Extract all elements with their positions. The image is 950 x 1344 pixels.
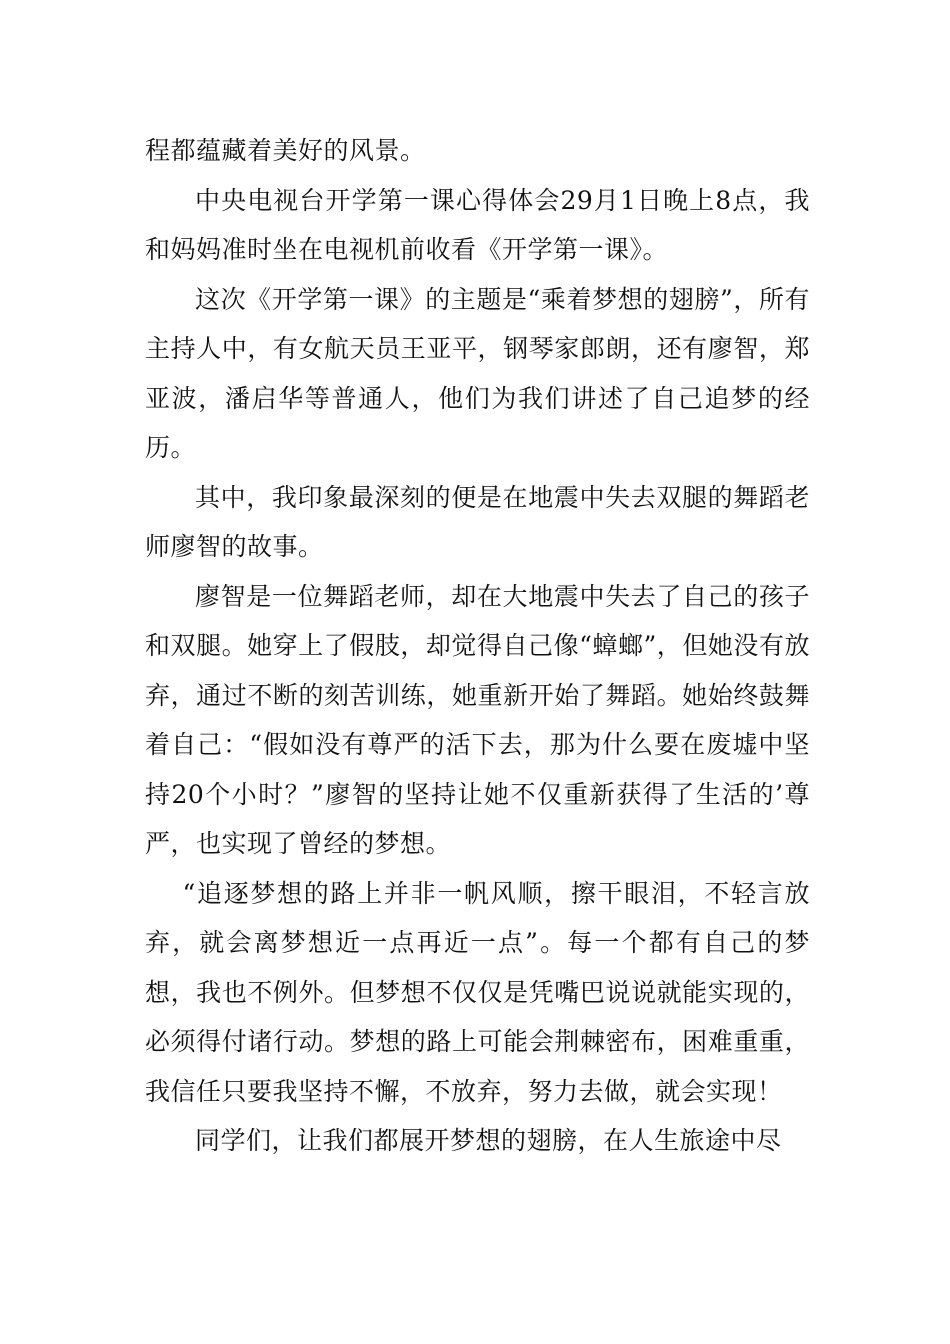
paragraph-theme: 这次《开学第一课》的主题是“乘着梦想的翅膀”，所有主持人中，有女航天员王亚平，钢琴家郎朗，还有廖智，郑亚波，潘启华等普通人，他们为我们讲述了自己追梦的经历。 — [145, 284, 810, 462]
paragraph-intro: 中央电视台开学第一课心得体会29月1日晚上8点，我和妈妈准时坐在电视机前收看《开学第一课》。 — [145, 185, 810, 264]
paragraph-impression: 其中，我印象最深刻的便是在地震中失去双腿的舞蹈老师廖智的故事。 — [145, 482, 810, 561]
document-body — [145, 126, 810, 1166]
paragraph-continued: 程都蕴藏着美好的风景。 — [145, 136, 426, 165]
paragraph-liaozhi-story: 廖智是一位舞蹈老师，却在大地震中失去了自己的孩子和双腿。她穿上了假肢，却觉得自己像“蟑螂”，但她没有放弃，通过不断的刻苦训练，她重新开始了舞蹈。她始终鼓舞着自己：“假如没有尊严的活下去，那为什么要在废墟中坚持20个小时？”廖智的坚持让她不仅重新获得了生活的’尊严，也实现了曾经的梦想。 — [145, 581, 810, 858]
paragraph-closing: 同学们，让我们都展开梦想的翅膀，在人生旅途中尽 — [195, 1126, 782, 1155]
paragraph-dream-reflection: “追逐梦想的路上并非一帆风顺，擦干眼泪，不轻言放弃，就会离梦想近一点再近一点”。每一个都有自己的梦想，我也不例外。但梦想不仅仅是凭嘴巴说说就能实现的，必须得付诸行动。梦想的路上可能会荆棘密布，困难重重，我信任只要我坚持不懈，不放弃，努力去做，就会实现！ — [145, 878, 810, 1106]
